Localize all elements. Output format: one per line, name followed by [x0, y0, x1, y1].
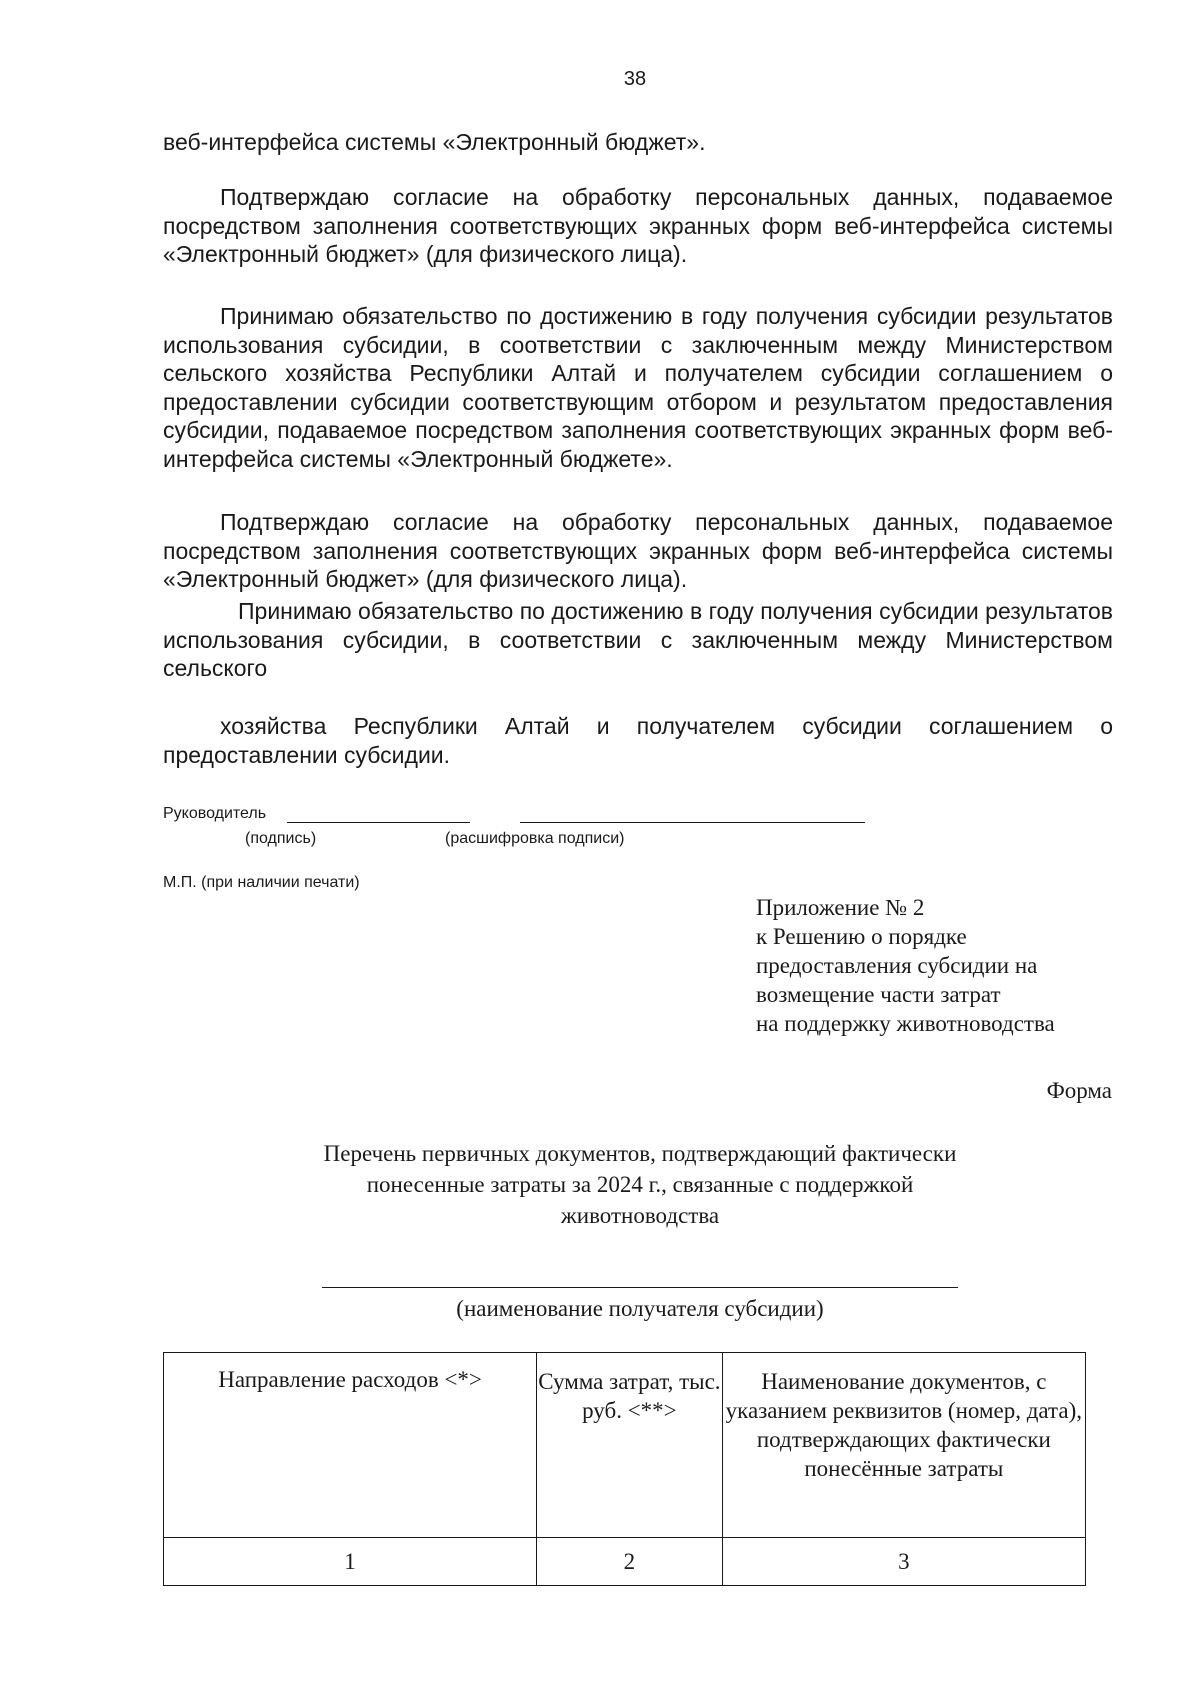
documents-table: [163, 1352, 1086, 1586]
paragraph-1-text: Подтверждаю согласие на обработку персональных данных, подаваемое посредством заполнения соответствующих экранных форм веб-интерфейса системы «Электронный бюджет» (для физического лица).: [163, 184, 1113, 267]
table-number-row: [164, 1538, 1086, 1586]
signature-decode-caption: (расшифровка подписи): [445, 830, 625, 847]
title-line-1: Перечень первичных документов, подтверждающий фактически: [323, 1141, 957, 1166]
page-number: 38: [623, 68, 647, 90]
paragraph-4: [163, 597, 1113, 683]
paragraph-0: [163, 128, 1113, 157]
signature-decode-line: [520, 822, 865, 823]
header-expense-direction: Направление расходов <*>: [164, 1353, 537, 1538]
paragraph-3: [163, 508, 1113, 594]
appendix-line-5: на поддержку животноводства: [756, 1011, 1055, 1036]
table-header-row: [164, 1353, 1086, 1538]
form-label: Форма: [1046, 1078, 1112, 1103]
paragraph-0-text: веб-интерфейса системы «Электронный бюджет».: [163, 129, 706, 155]
column-number-1: 1: [164, 1538, 537, 1586]
paragraph-4-text: Принимаю обязательство по достижению в году получения субсидии результатов использования субсидии, в соответствии с заключенным между Министерством сельского: [163, 598, 1113, 681]
paragraph-2-text: Принимаю обязательство по достижению в году получения субсидии результатов использования субсидии, в соответствии с заключенным между Министерством сельского хозяйства Республики Алтай и получателем субсидии соглашением о предоставлении субсидии соответствующим отбором и результатом предоставления субсидии, подаваемое посредством заполнения соответствующих экранных форм веб-интерфейса системы «Электронный бюджете».: [163, 303, 1113, 472]
signature-caption: (подпись): [245, 830, 317, 847]
header-cost-amount: Сумма затрат, тыс. руб. <**>: [537, 1353, 723, 1538]
header-document-names: Наименование документов, с указанием реквизитов (номер, дата), подтверждающих фактически понесённые затраты: [722, 1353, 1085, 1538]
recipient-name-line: [322, 1287, 958, 1288]
paragraph-1: [163, 183, 1113, 269]
appendix-line-4: возмещение части затрат: [756, 982, 1001, 1007]
signature-label: Руководитель: [163, 805, 267, 822]
appendix-line-3: предоставления субсидии на: [756, 953, 1038, 978]
signature-line: [287, 822, 470, 823]
title-line-2: понесенные затраты за 2024 г., связанные с поддержкой: [366, 1172, 914, 1197]
column-number-3: 3: [722, 1538, 1085, 1586]
appendix-line-1: Приложение № 2: [756, 895, 925, 920]
paragraph-3-text: Подтверждаю согласие на обработку персональных данных, подаваемое посредством заполнения соответствующих экранных форм веб-интерфейса системы «Электронный бюджет» (для физического лица).: [163, 509, 1113, 592]
document-title: [250, 1138, 1030, 1231]
recipient-caption: (наименование получателя субсидии): [456, 1296, 824, 1321]
appendix-line-2: к Решению о порядке: [756, 924, 967, 949]
paragraph-2: [163, 302, 1113, 473]
stamp-note: М.П. (при наличии печати): [163, 874, 360, 891]
paragraph-5: [163, 712, 1113, 769]
column-number-2: 2: [537, 1538, 723, 1586]
title-line-3: животноводства: [560, 1203, 720, 1228]
appendix-block: [756, 893, 1136, 1038]
paragraph-5-text: хозяйства Республики Алтай и получателем субсидии соглашением о предоставлении субсидии.: [163, 713, 1113, 768]
